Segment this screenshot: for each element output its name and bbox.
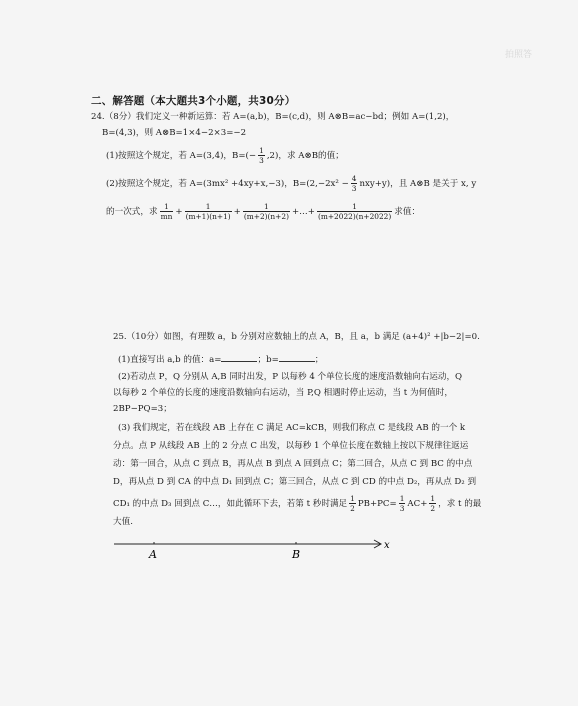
fraction-denominator: 2 [350, 504, 355, 513]
q25-sub2-line3: 2BP−PQ=3； [113, 404, 172, 414]
axis-label: x [384, 540, 390, 551]
q25-sub1-suffix: ； [314, 355, 324, 365]
fraction-denominator: 3 [399, 504, 405, 513]
q24-line2: B=(4,3)，则 A⊗B=1×4−2×3=−2 [102, 128, 247, 138]
sum-term [160, 202, 174, 221]
q24-part2-suffix: nxy+y)，且 A⊗B 是关于 x, y [359, 179, 477, 189]
half-fraction-2 [429, 494, 436, 513]
section-title: 二、解答题（本大题共3个小题，共30分） [91, 95, 296, 107]
sum-term [317, 202, 392, 221]
q25-sub3-line5 [113, 494, 481, 513]
fraction-numerator: 1 [160, 202, 174, 212]
q24-sum-prefix: 的一次式，求 [106, 207, 158, 217]
q24-part1-prefix: (1)按照这个规定，若 A=(3,4)，B=(− [106, 151, 257, 161]
q25-line1: 25.（10分）如图，有理数 a，b 分别对应数轴上的点 A，B，且 a，b 满足 (a+4)² +|b−2|=0. [113, 332, 480, 342]
q24-part2-fraction [351, 174, 358, 193]
fraction-denominator: 3 [259, 156, 264, 165]
fraction-numerator: 1 [317, 202, 392, 212]
fraction-numerator: 1 [185, 202, 232, 212]
q24-part1 [106, 146, 344, 165]
half-fraction [349, 494, 356, 513]
fraction-denominator: (m+1)(n+1) [185, 212, 231, 221]
sum-ellipsis: +…+ [291, 207, 315, 217]
q25-sub1-prefix: (1)直接写出 a,b 的值：a= [118, 355, 222, 365]
q25-sub3-line5-suffix: ，求 t 的最 [438, 499, 482, 509]
fraction-denominator: mn [160, 212, 173, 221]
q25-sub3-line2: 分点。点 P 从线段 AB 上的 2 分点 C 出发，以每秒 1 个单位长度在数轴上按以下规律往返运 [113, 441, 469, 451]
answer-blank-b[interactable] [279, 352, 315, 362]
q25-sub3-line1: (3) 我们规定，若在线段 AB 上存在 C 满足 AC=kCB，则我们称点 C 是线段 AB 的一个 k [118, 423, 466, 433]
fraction-numerator: 1 [430, 494, 436, 503]
fraction-numerator: 1 [243, 202, 290, 212]
q24-line1: 24.（8分）我们定义一种新运算：若 A=(a,b)，B=(c,d)，则 A⊗B=ac−bd；例如 A=(1,2)， [91, 112, 455, 122]
q25-sub3-line4: D，再从点 D 到 CA 的中点 D₁ 回到点 C；第三回合，从点 C 到 CD 的中点 D₂，再从点 D₂ 到 [113, 477, 477, 487]
fraction-denominator: 3 [351, 184, 357, 193]
third-fraction [399, 494, 406, 513]
fraction-denominator: (m+2022)(n+2022) [317, 212, 392, 221]
fraction-denominator: (m+2)(n+2) [243, 212, 289, 221]
q25-sub1-mid: ；b= [257, 355, 279, 365]
q25-sub3-line5-prefix: CD₁ 的中点 D₃ 回到点 C…，如此循环下去，若第 t 秒时满足 [113, 499, 348, 509]
fraction-numerator: 1 [399, 494, 405, 503]
q24-sum-expression: 的一次式，求 $\frac{1}{mn}$ + $\frac{1}{(m+1)(n+1)}$ + $\frac{1}{(m+2)(n+2)}$ +…+ $\frac{1}{(m+2022)(n+2022)}$ 求值： [106, 202, 421, 221]
q24-sum-suffix: 求值： [394, 207, 421, 217]
point-b-label: B [292, 548, 301, 561]
point-a-label: A [149, 548, 157, 561]
q25-sub1 [118, 352, 323, 366]
watermark: 拍照答 [505, 50, 533, 60]
fraction-numerator: 4 [351, 174, 357, 183]
sum-term [243, 202, 290, 221]
fraction-denominator: 2 [430, 504, 436, 513]
q25-sub3-line5-mid: PB+PC= [357, 499, 397, 509]
q25-sub3-line3: 动：第一回合，从点 C 到点 B，再从点 B 到点 A 回到点 C；第二回合，从点 C 到 BC 的中点 [113, 459, 473, 469]
q24-part1-fraction [258, 146, 265, 165]
number-line [114, 534, 394, 564]
q25-sub2-line2: 以每秒 2 个单位的长度的速度沿数轴向右运动，当 P,Q 相遇时停止运动，当 t 为何值时， [113, 388, 453, 398]
q24-part2 [106, 174, 476, 193]
q25-sub3-line5-mid2: AC+ [407, 499, 428, 509]
q25-sub3-line6: 大值. [113, 517, 133, 527]
q24-part1-suffix: ,2)，求 A⊗B的值； [266, 151, 344, 161]
q25-sub2-line1: (2)若动点 P，Q 分别从 A,B 同时出发，P 以每秒 4 个单位长度的速度沿数轴向右运动，Q [118, 372, 463, 382]
fraction-numerator: 1 [259, 146, 264, 155]
sum-term [185, 202, 232, 221]
answer-blank-a[interactable] [221, 352, 257, 362]
fraction-numerator: 1 [350, 494, 355, 503]
q24-part2-prefix: (2)按照这个规定，若 A=(3mx² +4xy+x,−3)，B=(2,−2x² − [106, 179, 349, 189]
